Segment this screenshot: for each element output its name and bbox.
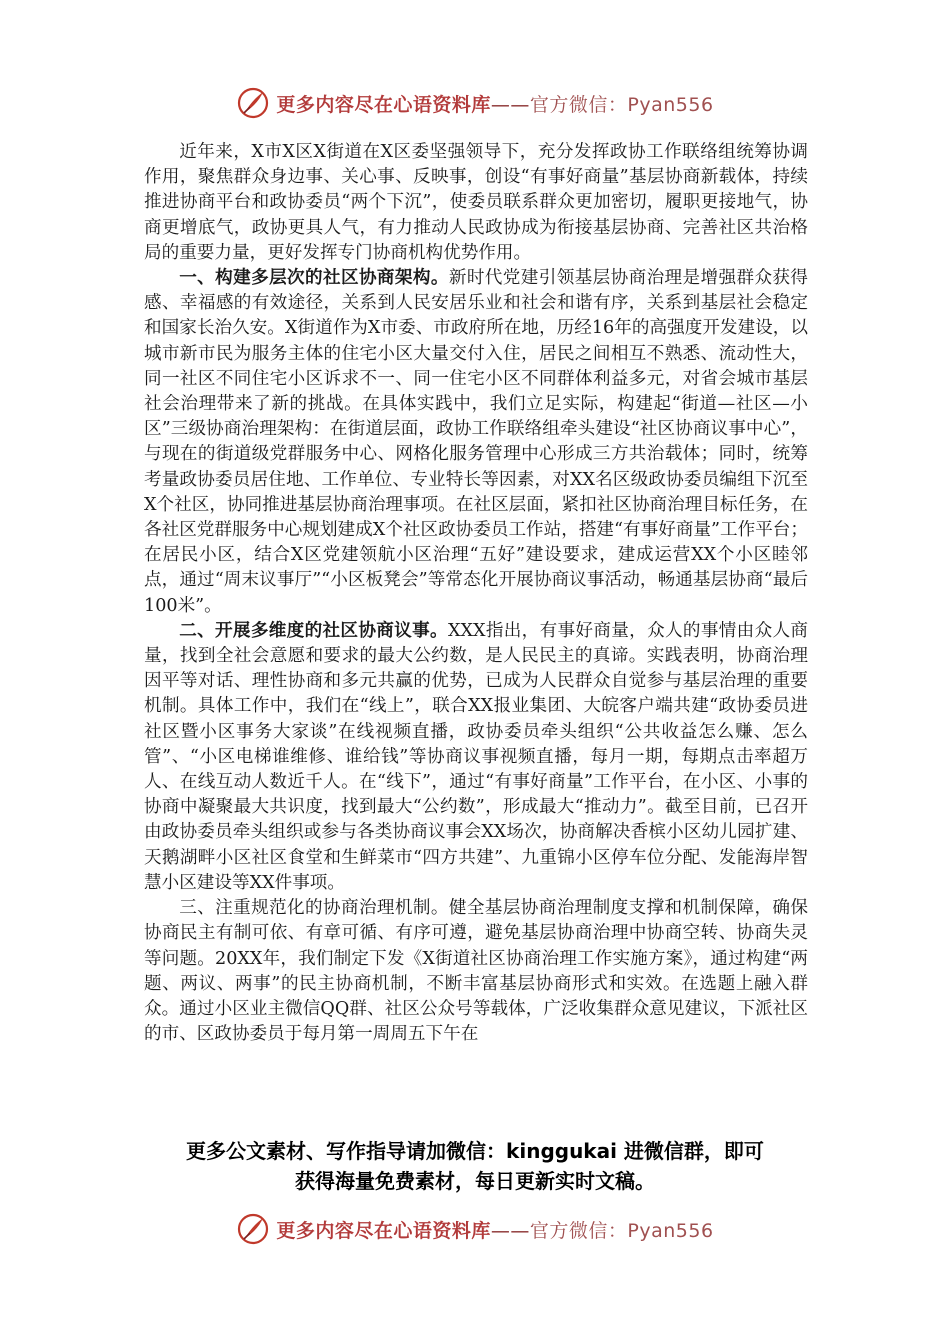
- footer-banner: [0, 1212, 950, 1246]
- banner-text: [276, 1216, 713, 1243]
- banner-label: 更多内容尽在心语资料库: [276, 93, 491, 116]
- paragraph-text: 新时代党建引领基层协商治理是增强群众获得感、幸福感的有效途径，关系到人民安居乐业和社会和谐有序，关系到基层社会稳定和国家长治久安。X街道作为X市委、市政府所在地，历经16年的高强度开发建设，以城市新市民为服务主体的住宅小区大量交付入住，居民之间相互不熟悉、流动性大，同一社区不同住宅小区诉求不一、同一住宅小区不同群体利益多元，对省会城市基层社会治理带来了新的挑战。在具体实践中，我们立足实际，构建起“街道—社区—小区”三级协商治理架构：在街道层面，政协工作联络组牵头建设“社区协商议事中心”，与现在的街道级党群服务中心、网格化服务管理中心形成三方共治载体；同时，统筹考量政协委员居住地、工作单位、专业特长等因素，对XX名区级政协委员编组下沉至X个社区，协同推进基层协商治理事项。在社区层面，紧扣社区协商治理目标任务，在各社区党群服务中心规划建成X个社区政协委员工作站，搭建“有事好商量”工作平台；在居民小区，结合X区党建领航小区治理“五好”建设要求，建成运营XX个小区睦邻点，通过“周末议事厅”“小区板凳会”等常态化开展协商议事活动，畅通基层协商“最后100米”。: [144, 268, 808, 616]
- banner-contact: 官方微信：Pyan556: [529, 93, 714, 116]
- banner-text: [276, 90, 713, 117]
- banner-dash: ——: [490, 93, 530, 116]
- banner-contact: 官方微信：Pyan556: [529, 1219, 714, 1242]
- banner-dash: ——: [490, 1219, 530, 1242]
- promo-line-1: 更多公文素材、写作指导请加微信：kinggukai 进微信群，即可: [186, 1139, 764, 1163]
- paragraph-heading: 二、开展多维度的社区协商议事。: [179, 620, 448, 641]
- quill-seal-icon: [236, 86, 270, 120]
- paragraph-section-2: [144, 619, 808, 896]
- header-banner: [0, 86, 950, 120]
- banner-label: 更多内容尽在心语资料库: [276, 1219, 491, 1242]
- promo-notice: [130, 1136, 820, 1196]
- paragraph-section-1: [144, 266, 808, 619]
- paragraph-section-3: [144, 896, 808, 1047]
- promo-line-2: 获得海量免费素材，每日更新实时文稿。: [295, 1169, 655, 1193]
- paragraph-text: 近年来，X市X区X街道在X区委坚强领导下，充分发挥政协工作联络组统筹协调作用，聚焦群众身边事、关心事、反映事，创设“有事好商量”基层协商新载体，持续推进协商平台和政协委员“两个下沉”，使委员联系群众更加密切，履职更接地气，协商更增底气，政协更具人气，有力推动人民政协成为衔接基层协商、完善社区共治格局的重要力量，更好发挥专门协商机构优势作用。: [144, 142, 808, 263]
- paragraph-text: XXX指出，有事好商量，众人的事情由众人商量，找到全社会意愿和要求的最大公约数，是人民民主的真谛。实践表明，协商治理因平等对话、理性协商和多元共赢的优势，已成为人民群众自觉参与基层治理的重要机制。具体工作中，我们在“线上”，联合XX报业集团、大皖客户端共建“政协委员进社区暨小区事务大家谈”在线视频直播，政协委员牵头组织“公共收益怎么赚、怎么管”、“小区电梯谁维修、谁给钱”等协商议事视频直播，每月一期，每期点击率超万人、在线互动人数近千人。在“线下”，通过“有事好商量”工作平台，在小区、小事的协商中凝聚最大共识度，找到最大“公约数”，形成最大“推动力”。截至目前，已召开由政协委员牵头组织或参与各类协商议事会XX场次，协商解决香槟小区幼儿园扩建、天鹅湖畔小区社区食堂和生鲜菜市“四方共建”、九重锦小区停车位分配、发能海岸智慧小区建设等XX件事项。: [144, 620, 808, 893]
- quill-seal-icon: [236, 1212, 270, 1246]
- document-body: [144, 140, 808, 1047]
- paragraph-intro: [144, 140, 808, 266]
- paragraph-heading: 一、构建多层次的社区协商架构。: [179, 268, 449, 289]
- paragraph-text: 三、注重规范化的协商治理机制。健全基层协商治理制度支撑和机制保障，确保协商民主有制可依、有章可循、有序可遵，避免基层协商治理中协商空转、协商失灵等问题。20XX年，我们制定下发《X街道社区协商治理工作实施方案》，通过构建“两题、两议、两事”的民主协商机制，不断丰富基层协商形式和实效。在选题上融入群众。通过小区业主微信QQ群、社区公众号等载体，广泛收集群众意见建议，下派社区的市、区政协委员于每月第一周周五下午在: [144, 898, 808, 1045]
